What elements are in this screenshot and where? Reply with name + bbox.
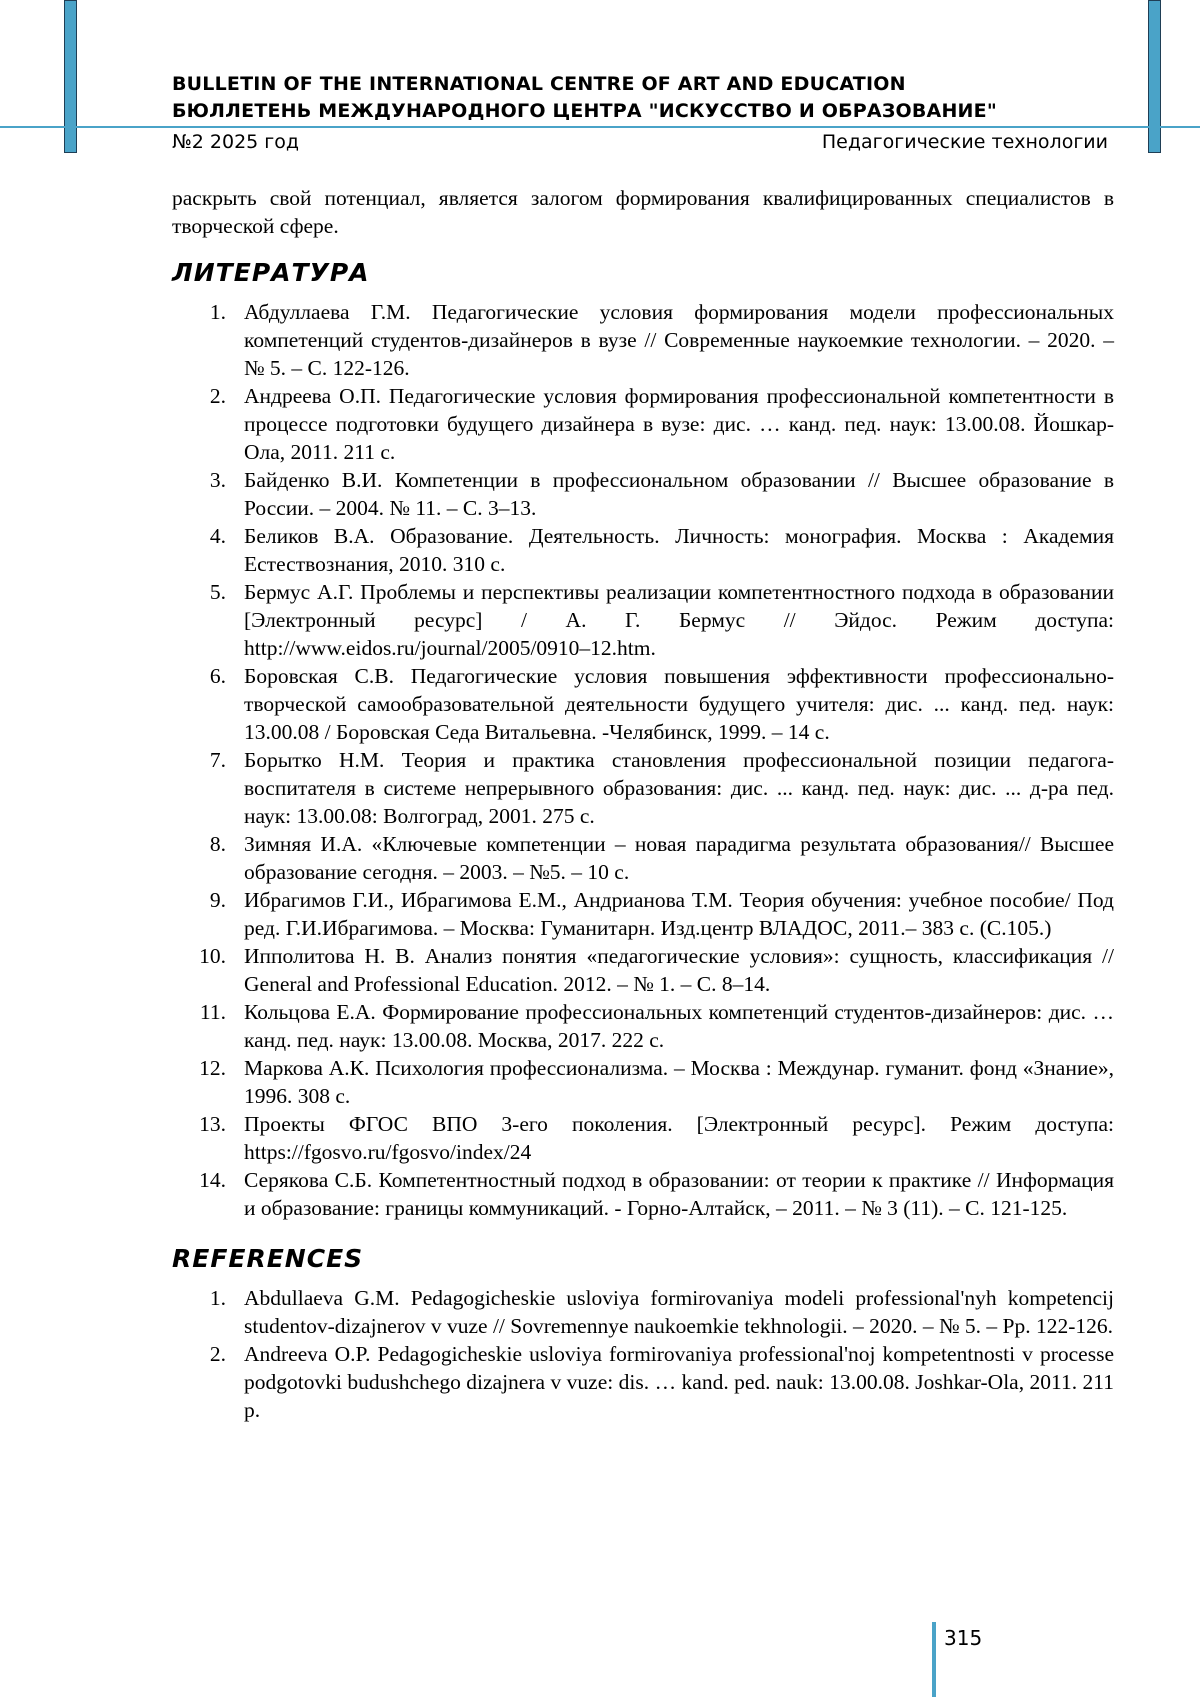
page-content bbox=[172, 184, 1114, 1424]
list-item bbox=[172, 1166, 1114, 1222]
list-item bbox=[172, 1284, 1114, 1340]
list-item-text: Кольцова Е.А. Формирование профессиональных компетенций студентов-дизайнеров: дис. … канд. пед. наук: 13.00.08. Москва, 2017. 222 с. bbox=[244, 1000, 1114, 1052]
list-item-number: 2. bbox=[209, 384, 226, 408]
list-item-number: 7. bbox=[209, 748, 226, 772]
literature-heading: ЛИТЕРАТУРА bbox=[172, 258, 370, 287]
journal-title-en: BULLETIN OF THE INTERNATIONAL CENTRE OF ART AND EDUCATION bbox=[172, 73, 906, 95]
references-list bbox=[172, 1284, 1114, 1424]
list-item-text: Борытко Н.М. Теория и практика становления профессиональной позиции педагога-воспитателя в системе непрерывного образования: дис. ... канд. пед. наук: дис. ... д-ра пед. наук: 13.00.08: Волгоград, 2001. 275 с. bbox=[244, 748, 1114, 828]
footer-accent-bar bbox=[932, 1622, 936, 1697]
list-item bbox=[172, 942, 1114, 998]
list-item-text: Серякова С.Б. Компетентностный подход в образовании: от теории к практике // Информация и образование: границы коммуникаций. - Горно-Алтайск, – 2011. – № 3 (11). – С. 121-125. bbox=[244, 1168, 1114, 1220]
list-item-number: 10. bbox=[199, 944, 226, 968]
list-item bbox=[172, 662, 1114, 746]
list-item bbox=[172, 1340, 1114, 1424]
journal-title-ru: БЮЛЛЕТЕНЬ МЕЖДУНАРОДНОГО ЦЕНТРА "ИСКУССТВО И ОБРАЗОВАНИЕ" bbox=[172, 100, 997, 122]
header-rule bbox=[0, 126, 1200, 128]
list-item bbox=[172, 1054, 1114, 1110]
list-item bbox=[172, 578, 1114, 662]
list-item-number: 2. bbox=[209, 1342, 226, 1366]
list-item bbox=[172, 886, 1114, 942]
list-item bbox=[172, 998, 1114, 1054]
header-accent-bar-right bbox=[1148, 0, 1161, 153]
list-item-text: Байденко В.И. Компетенции в профессиональном образовании // Высшее образование в России. – 2004. № 11. – С. 3–13. bbox=[244, 468, 1114, 520]
page-number: 315 bbox=[944, 1626, 983, 1650]
list-item bbox=[172, 830, 1114, 886]
list-item-text: Ибрагимов Г.И., Ибрагимова Е.М., Андрианова Т.М. Теория обучения: учебное пособие/ Под ред. Г.И.Ибрагимова. – Москва: Гуманитарн. Изд.центр ВЛАДОС, 2011.– 383 с. (С.105.) bbox=[244, 888, 1114, 940]
list-item-text: Абдуллаева Г.М. Педагогические условия формирования модели профессиональных компетенций студентов-дизайнеров в вузе // Современные наукоемкие технологии. – 2020. – № 5. – С. 122-126. bbox=[244, 300, 1114, 380]
references-heading: REFERENCES bbox=[172, 1244, 364, 1273]
list-item-text: Маркова А.К. Психология профессионализма. – Москва : Междунар. гуманит. фонд «Знание», 1996. 308 с. bbox=[244, 1056, 1114, 1108]
list-item-text: Бермус А.Г. Проблемы и перспективы реализации компетентностного подхода в образовании [Электронный ресурс] / А. Г. Бермус // Эйдос. Режим доступа: http://www.eidos.ru/journal/2005/0910–12.htm. bbox=[244, 580, 1114, 660]
list-item-number: 4. bbox=[209, 524, 226, 548]
list-item-number: 11. bbox=[199, 1000, 226, 1024]
list-item bbox=[172, 1110, 1114, 1166]
issue-label: №2 2025 год bbox=[172, 131, 300, 153]
list-item-text: Проекты ФГОС ВПО 3-его поколения. [Электронный ресурс]. Режим доступа: https://fgosvo.ru/fgosvo/index/24 bbox=[244, 1112, 1114, 1164]
list-item-number: 12. bbox=[199, 1056, 226, 1080]
list-item-number: 9. bbox=[209, 888, 226, 912]
literature-list bbox=[172, 298, 1114, 1222]
list-item bbox=[172, 382, 1114, 466]
list-item bbox=[172, 466, 1114, 522]
list-item-text: Беликов В.А. Образование. Деятельность. Личность: монография. Москва : Академия Естествознания, 2010. 310 с. bbox=[244, 524, 1114, 576]
list-item-number: 6. bbox=[209, 664, 226, 688]
list-item-number: 14. bbox=[199, 1168, 226, 1192]
list-item bbox=[172, 298, 1114, 382]
list-item-text: Ипполитова Н. В. Анализ понятия «педагогические условия»: сущность, классификация // General and Professional Education. 2012. – № 1. – С. 8–14. bbox=[244, 944, 1114, 996]
section-label: Педагогические технологии bbox=[821, 131, 1108, 153]
list-item-text: Abdullaeva G.M. Pedagogicheskie usloviya formirovaniya modeli professional'nyh kompetencij studentov-dizajnerov v vuze // Sovremennye naukoemkie tekhnologii. – 2020. – № 5. – Pp. 122-126. bbox=[244, 1286, 1114, 1338]
list-item bbox=[172, 522, 1114, 578]
list-item-number: 13. bbox=[199, 1112, 226, 1136]
list-item-number: 1. bbox=[209, 1286, 226, 1310]
header-accent-bar-left bbox=[64, 0, 77, 153]
list-item-text: Боровская С.В. Педагогические условия повышения эффективности профессионально-творческой самообразовательной деятельности будущего учителя: дис. ... канд. пед. наук: 13.00.08 / Боровская Седа Витальевна. -Челябинск, 1999. – 14 с. bbox=[244, 664, 1114, 744]
intro-paragraph: раскрыть свой потенциал, является залогом формирования квалифицированных специалистов в творческой сфере. bbox=[172, 186, 1114, 238]
list-item-text: Зимняя И.А. «Ключевые компетенции – новая парадигма результата образования// Высшее образование сегодня. – 2003. – №5. – 10 с. bbox=[244, 832, 1114, 884]
list-item-number: 3. bbox=[209, 468, 226, 492]
list-item bbox=[172, 746, 1114, 830]
list-item-number: 1. bbox=[209, 300, 226, 324]
list-item-text: Андреева О.П. Педагогические условия формирования профессиональной компетентности в процессе подготовки будущего дизайнера в вузе: дис. … канд. пед. наук: 13.00.08. Йошкар-Ола, 2011. 211 с. bbox=[244, 384, 1114, 464]
list-item-number: 8. bbox=[209, 832, 226, 856]
list-item-text: Andreeva O.P. Pedagogicheskie usloviya formirovaniya professional'noj kompetentnosti v processe podgotovki budushchego dizajnera v vuze: dis. … kand. ped. nauk: 13.00.08. Joshkar-Ola, 2011. 211 p. bbox=[244, 1342, 1114, 1422]
list-item-number: 5. bbox=[209, 580, 226, 604]
